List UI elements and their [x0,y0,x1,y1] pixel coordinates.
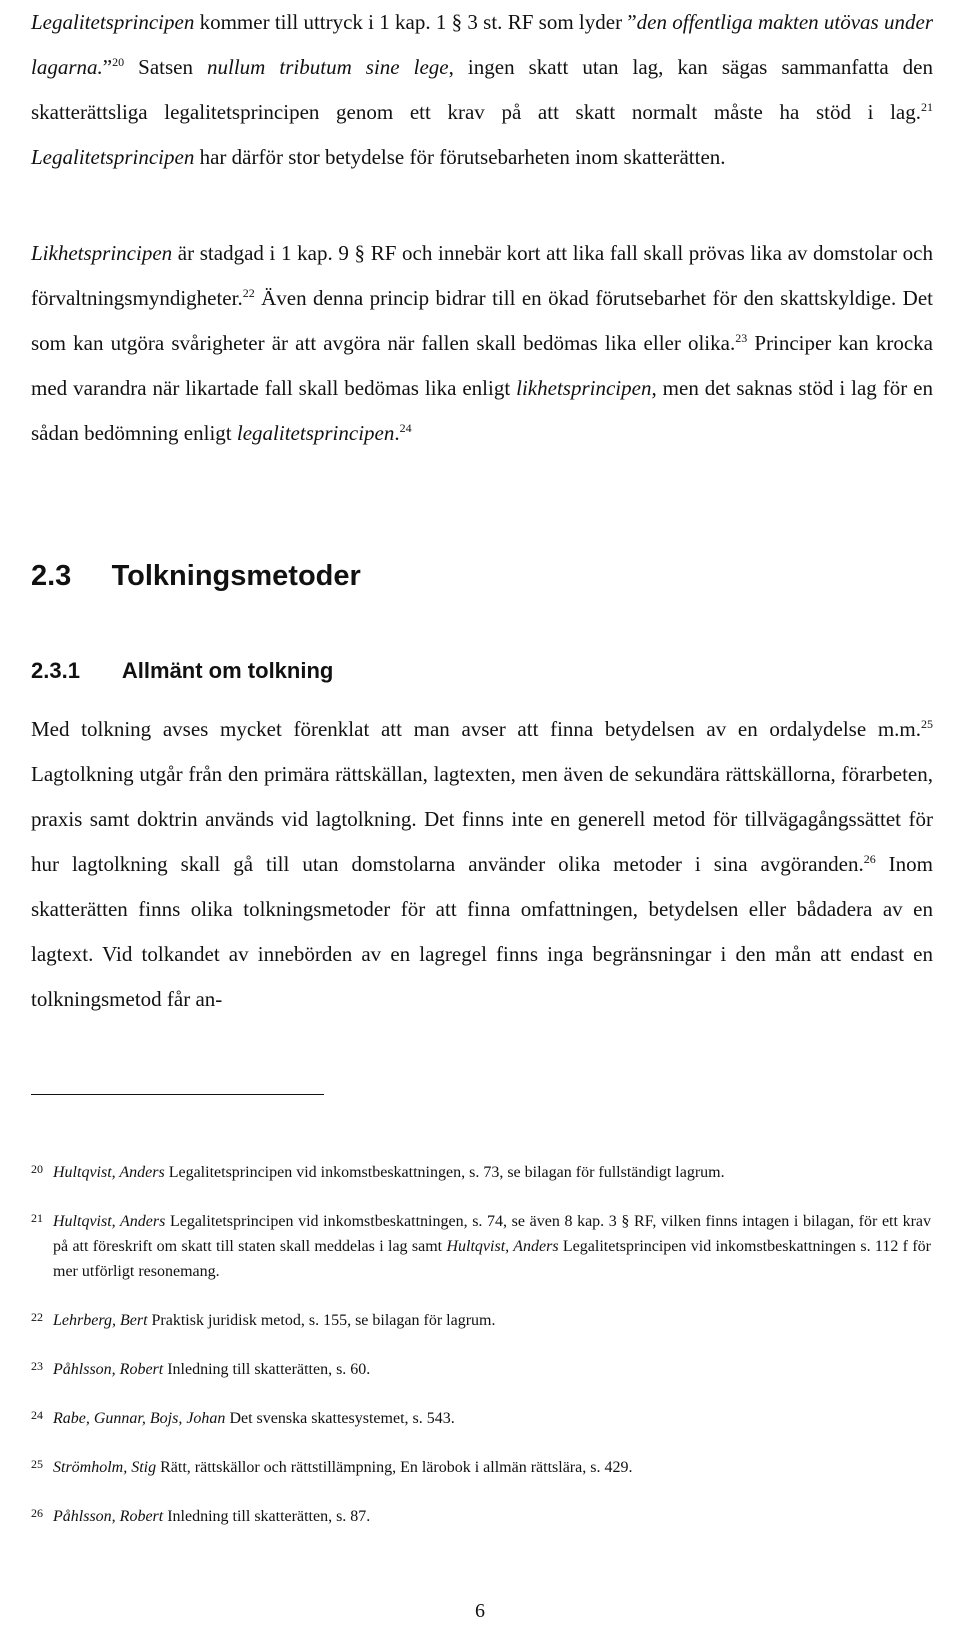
italic-quote: den offentliga makten utövas under lagarna. [31,10,933,79]
footnote-text: Rätt, rättskällor och rättstillämpning, En lärobok i allmän rättslära, s. 429. [156,1459,633,1476]
footnote-text: Inledning till skatterätten, s. 60. [163,1361,371,1378]
footnote-number: 26 [31,1506,43,1520]
text-run: Även denna princip bidrar till en ökad förutsebarhet för den skattskyldige. Det som kan utgöra svårigheter är att avgöra när fallen skall bedömas lika eller olika. [31,286,933,355]
footnote-number: 21 [31,1211,43,1225]
italic-term: Legalitetsprincipen [31,145,195,169]
footnote-number: 25 [31,1457,43,1471]
footnote-26 [31,1504,931,1529]
footnote-22 [31,1308,931,1333]
text-run: kommer till uttryck i 1 kap. 1 § 3 st. RF som lyder ” [194,10,637,34]
text-run: , men det saknas stöd i lag för en sådan bedömning enligt [31,376,933,445]
footnote-ref-21[interactable]: 21 [921,100,933,114]
section-heading: 2.3 Tolkningsmetoder [31,560,361,592]
footnote-23 [31,1357,931,1382]
footnote-number: 20 [31,1162,43,1176]
footnote-number: 22 [31,1310,43,1324]
footnote-separator [31,1094,324,1095]
footnote-author: Lehrberg, Bert [53,1312,148,1329]
footnote-author: Hultqvist, Anders [53,1164,165,1181]
footnote-author: Hultqvist, Anders [446,1238,559,1255]
text-run: Principer kan krocka med varandra när likartade fall skall bedömas lika enligt [31,331,933,400]
page-number: 6 [475,1600,485,1622]
text-run: Lagtolkning utgår från den primära rättskällan, lagtexten, men även de sekundära rättskällorna, förarbeten, praxis samt doktrin används vid lagtolkning. Det finns inte en generell metod för tillvägagångssättet för hur lagtolkning skall gå till utan domstolarna använder olika metoder i sina avgöranden. [31,762,933,876]
footnote-ref-25[interactable]: 25 [921,717,933,731]
footnote-text: Inledning till skatterätten, s. 87. [163,1508,371,1525]
paragraph-tolkning [31,707,933,1022]
footnote-number: 23 [31,1359,43,1373]
footnote-text: Legalitetsprincipen vid inkomstbeskattningen, s. 74, se även 8 kap. 3 § RF, vilken finns intagen i bilagan, för ett krav på att föreskrift om skatt till staten skall meddelas i lag samt [53,1213,932,1255]
text-run: är stadgad i 1 kap. 9 § RF och innebär kort att lika fall skall prövas lika av domstolar och förvaltningsmyndigheter. [31,241,933,310]
subsection-heading: 2.3.1 Allmänt om tolkning [31,658,334,683]
footnote-21 [31,1209,931,1284]
italic-term: Likhetsprincipen [31,241,173,265]
italic-term: likhetsprincipen [516,376,652,400]
footnote-text: Praktisk juridisk metod, s. 155, se bilagan för lagrum. [147,1312,496,1329]
footnote-author: Påhlsson, Robert [53,1508,164,1525]
footnote-ref-22[interactable]: 22 [242,286,255,300]
text-run: , ingen skatt utan lag, kan sägas sammanfatta den skatterättsliga legalitetsprincipen genom ett krav på att skatt normalt måste ha stöd i lag. [31,55,934,124]
footnote-number: 24 [31,1408,43,1422]
footnote-25 [31,1455,931,1480]
footnote-ref-20[interactable]: 20 [112,55,125,69]
footnote-text: Det svenska skattesystemet, s. 543. [225,1410,455,1427]
footnote-author: Påhlsson, Robert [53,1361,164,1378]
footnote-24 [31,1406,931,1431]
text-run: Satsen [124,55,208,79]
italic-term: legalitetsprincipen [236,421,395,445]
paragraph-legalitetsprincipen [31,0,933,180]
paragraph-likhetsprincipen [31,231,933,456]
footnote-author: Strömholm, Stig [53,1459,157,1476]
italic-latin: nullum tributum sine lege [207,55,449,79]
footnote-author: Hultqvist, Anders [53,1213,166,1230]
italic-term: Legalitetsprincipen [31,10,195,34]
text-run: ” [102,55,113,79]
footnotes [31,1160,931,1553]
footnote-ref-23[interactable]: 23 [735,331,748,345]
footnote-20 [31,1160,931,1185]
text-run: har därför stor betydelse för förutsebarheten inom skatterätten. [194,145,726,169]
text-run: Inom skatterätten finns olika tolkningsmetoder för att finna omfattningen, betydelsen eller bådadera av en lagtext. Vid tolkandet av innebörden av en lagregel finns inga begränsningar i den mån att endast en tolkningsmetod får an- [31,852,934,1011]
footnote-ref-24[interactable]: 24 [399,421,412,435]
footnote-text: Legalitetsprincipen vid inkomstbeskattningen s. 112 f för mer utförligt resonemang. [53,1238,932,1280]
text-run: . [394,421,400,445]
footnote-author: Rabe, Gunnar, Bojs, Johan [53,1410,226,1427]
text-run: Med tolkning avses mycket förenklat att man avser att finna betydelsen av en ordalydelse m.m. [31,717,921,741]
footnote-text: Legalitetsprincipen vid inkomstbeskattningen, s. 73, se bilagan för fullständigt lagrum. [164,1164,725,1181]
footnote-ref-26[interactable]: 26 [863,852,876,866]
